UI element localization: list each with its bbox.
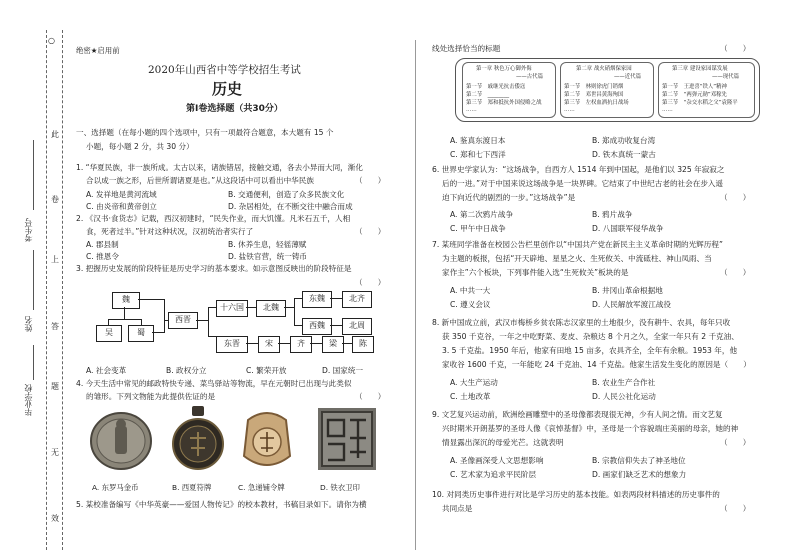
node-eastern-wei: 东魏 bbox=[302, 291, 332, 308]
q3-stem-1: 3. 把握历史发展的阶段特征是历史学习的基本要求。如示意图反映出的阶段特征是 bbox=[76, 264, 352, 273]
q3-answer-paren: （ ） bbox=[355, 278, 386, 287]
node-wei: 魏 bbox=[112, 292, 140, 309]
q9-option-c[interactable]: C. 艺术家为追求平民阶层 bbox=[450, 470, 537, 479]
q3-option-b[interactable]: B. 政权分立 bbox=[166, 366, 207, 375]
q4-option-a[interactable]: A. 东罗马金币 bbox=[92, 483, 139, 492]
q1-stem-2: 合以成一族之形，后世所谓诸夏是也。”从这段话中可以看出中华民族 bbox=[86, 176, 314, 185]
q10-stem-2: 共同点是 bbox=[442, 504, 473, 513]
node-western-wei: 西魏 bbox=[302, 318, 332, 335]
q7-stem-3: 家作主”六个板块，下列事件能入选“生死攸关”板块的是 bbox=[442, 268, 629, 277]
q4-option-d[interactable]: D. 铁衣卫印 bbox=[320, 483, 360, 492]
subject-title: 历史 bbox=[212, 80, 243, 98]
chapter-2-sub: ——近代篇 bbox=[614, 74, 641, 80]
q6-option-d[interactable]: D. 八国联军侵华战争 bbox=[592, 224, 664, 233]
q7-stem-1: 7. 某班同学准备在校园公告栏里创作以“中国共产党在新民主主义革命时期的光辉历程” bbox=[432, 240, 723, 249]
school-line bbox=[33, 345, 34, 380]
q9-option-a[interactable]: A. 圣像画深受人文思想影响 bbox=[450, 456, 544, 465]
q10-answer-paren: （ ） bbox=[720, 504, 751, 513]
q6-stem-1: 6. 世界史学家认为：“这场战争，自西方人 1514 年到中国起，是他们以 325 年寂寂之 bbox=[432, 165, 725, 174]
chapter-3-section-1: 第一节 王进喜“铁人”精神 bbox=[662, 84, 727, 90]
name-line bbox=[33, 250, 34, 310]
q5-option-a[interactable]: A. 鉴真东渡日本 bbox=[450, 136, 506, 145]
q4-option-c[interactable]: C. 急递铺令牌 bbox=[238, 483, 285, 492]
q9-stem-2: 兴时期米开朗基罗的圣母人像《哀悼基督》中，圣母是一个容貌端庄美丽的母亲，她的神 bbox=[442, 424, 739, 433]
q3-option-a[interactable]: A. 社会变革 bbox=[86, 366, 127, 375]
chapter-3-section-3: 第三节 “杂交水稻之父”袁隆平 bbox=[662, 100, 738, 106]
q10-stem-1: 10. 对同类历史事件进行对比是学习历史的基本技能。如表两段材料描述的历史事件的 bbox=[432, 490, 720, 499]
q4-stem-1: 4. 今天生活中常见的邮政特快专递、菜鸟驿站等物流，早在元朝时已出现与此类似 bbox=[76, 379, 352, 388]
q1-stem-1: 1. “华夏民族，非一族所成。太古以来，诸族错居，接触交通，各去小异而大同，渐化 bbox=[76, 163, 363, 172]
q6-answer-paren: （ ） bbox=[720, 193, 751, 202]
instructions-line-1: 一、选择题（在每小题的四个选项中，只有一项最符合题意，本大题有 15 个 bbox=[76, 128, 334, 137]
q3-option-c[interactable]: C. 繁荣开放 bbox=[246, 366, 287, 375]
q8-option-a[interactable]: A. 大生产运动 bbox=[450, 378, 498, 387]
q8-stem-4: 家收谷 1600 千克，一年能吃 24 千克油、14 千克盐。他家生活发生变化的原因是（ ） bbox=[442, 360, 751, 369]
q6-option-b[interactable]: B. 鸦片战争 bbox=[592, 210, 633, 219]
chapter-1-sub: ——古代篇 bbox=[516, 74, 543, 80]
q8-option-d[interactable]: D. 人民公社化运动 bbox=[592, 392, 656, 401]
margin-char: 题 bbox=[51, 382, 59, 391]
margin-line-2 bbox=[62, 30, 63, 550]
column-divider bbox=[415, 40, 416, 550]
q2-option-a[interactable]: A. 郡县制 bbox=[86, 240, 119, 249]
q2-option-b[interactable]: B. 休养生息，轻徭薄赋 bbox=[228, 240, 307, 249]
chapter-2-title: 第二章 战火硝烟保家园 bbox=[576, 66, 632, 72]
margin-char: 上 bbox=[51, 255, 59, 264]
q7-option-d[interactable]: D. 人民解放军渡江战役 bbox=[592, 300, 672, 309]
q4-stem-2: 的雏形。下列文物能为此提供佐证的是 bbox=[86, 392, 216, 401]
q5-option-d[interactable]: D. 铁木真统一蒙古 bbox=[592, 150, 656, 159]
exam-number-label: 考生号 bbox=[24, 218, 33, 242]
exam-number-line bbox=[33, 140, 34, 210]
q2-answer-paren: （ ） bbox=[355, 227, 386, 236]
q9-stem-1: 9. 文艺复兴运动前，欧洲绘画雕塑中的圣母像都表现很无神，少有人间之情。而文艺复 bbox=[432, 410, 723, 419]
q1-option-a[interactable]: A. 发祥地是黄河流域 bbox=[86, 190, 157, 199]
chapter-1-ellipsis: …… bbox=[466, 107, 477, 113]
q5-stem-1: 5. 某校准备编写《中华英豪——爱国人物传记》的校本教材，书稿目录如下。请你为横 bbox=[76, 500, 367, 509]
q7-option-b[interactable]: B. 井冈山革命根据地 bbox=[592, 286, 663, 295]
chapter-2-ellipsis: …… bbox=[564, 107, 575, 113]
q7-option-a[interactable]: A. 中共一大 bbox=[450, 286, 491, 295]
q2-stem-2: 食，死者过半。”针对这种状况，汉初统治者实行了 bbox=[86, 227, 254, 236]
node-wu: 吴 bbox=[96, 325, 122, 342]
q2-option-d[interactable]: D. 盐铁官营，统一铸币 bbox=[228, 252, 308, 261]
embroidered-guard-seal-image[interactable] bbox=[316, 406, 378, 476]
q8-option-b[interactable]: B. 农业生产合作社 bbox=[592, 378, 656, 387]
q8-stem-1: 8. 新中国成立前，武汉市梅桥乡贫农陈志汉家里的土地很少，没有耕牛、农具，每年只收 bbox=[432, 318, 731, 327]
q3-option-d[interactable]: D. 国家统一 bbox=[322, 366, 364, 375]
node-xijin: 西晋 bbox=[168, 312, 198, 329]
margin-char: 效 bbox=[51, 514, 59, 523]
chapter-2-section-1: 第一节 林则徐虎门销烟 bbox=[564, 84, 624, 90]
node-liang: 梁 bbox=[322, 336, 344, 353]
q6-stem-3: 迫下向近代的剧烈的一步。”这场战争”是 bbox=[442, 193, 576, 202]
q1-answer-paren: （ ） bbox=[355, 176, 386, 185]
secret-label: 绝密★启用前 bbox=[76, 46, 120, 55]
chapter-3-section-2: 第二节 “两弹元勋”邓稼先 bbox=[662, 92, 727, 98]
q7-stem-2: 为主题的板报，包括“开天辟地、星星之火、生死攸关、中流砥柱、神山凤雨、当 bbox=[442, 254, 712, 263]
node-northern-wei: 北魏 bbox=[256, 300, 286, 317]
q4-option-b[interactable]: B. 西夏符牌 bbox=[172, 483, 212, 492]
xixia-token-image[interactable] bbox=[170, 404, 226, 478]
chapter-3-sub: ——现代篇 bbox=[712, 74, 739, 80]
q5-option-b[interactable]: B. 郑成功收复台湾 bbox=[592, 136, 656, 145]
margin-char: 此 bbox=[51, 130, 59, 139]
chapter-1-section-3: 第三节 郑和抵抗外国侵略之战 bbox=[466, 100, 542, 106]
name-label: 姓名 bbox=[24, 316, 33, 332]
q4-answer-paren: （ ） bbox=[355, 392, 386, 401]
node-chen: 陈 bbox=[352, 336, 374, 353]
chapter-3-title: 第三章 建设家园谋发展 bbox=[672, 66, 728, 72]
chapter-1-section-2: 第二节 ________ bbox=[466, 92, 510, 98]
margin-char: 无 bbox=[51, 448, 59, 457]
q1-option-c[interactable]: C. 由炎帝和黄帝创立 bbox=[86, 202, 157, 211]
school-label: 毕业学校 bbox=[24, 384, 33, 416]
q6-option-a[interactable]: A. 第二次鸦片战争 bbox=[450, 210, 514, 219]
q8-stem-2: 获 350 千克谷，一年之中吃野菜、麦皮、杂粮达 8 个月之久，全家一年只有 2 千克油、 bbox=[442, 332, 739, 341]
q9-answer-paren: （ ） bbox=[720, 438, 751, 447]
node-shu: 蜀 bbox=[128, 325, 154, 342]
exam-title: 2020年山西省中等学校招生考试 bbox=[148, 64, 301, 76]
q9-stem-3: 情显露出深沉的母爱光芒。这就表明 bbox=[442, 438, 564, 447]
q9-option-b[interactable]: B. 宗教信仰失去了神圣地位 bbox=[592, 456, 686, 465]
chapter-1-section-1: 第一节 戚继光抗击倭寇 bbox=[466, 84, 526, 90]
margin-char: 卷 bbox=[51, 195, 59, 204]
q2-option-c[interactable]: C. 推恩令 bbox=[86, 252, 119, 261]
chapter-2-section-2: 第二节 邓世昌黄海殉国 bbox=[564, 92, 624, 98]
node-northern-zhou: 北周 bbox=[342, 318, 372, 335]
node-eastern-jin: 东晋 bbox=[216, 336, 248, 353]
q8-option-c[interactable]: C. 土地改革 bbox=[450, 392, 491, 401]
chapter-3-ellipsis: …… bbox=[662, 107, 673, 113]
chapter-1-title: 第一章 秋色万心御外侮 bbox=[476, 66, 532, 72]
margin-char: ○ bbox=[48, 36, 55, 45]
section-title: 第Ⅰ卷选择题（共30分） bbox=[186, 104, 283, 114]
q2-stem-1: 2. 《汉书·食货志》记载，西汉初建时，“民失作业，而大饥馑。凡米石五千，人相 bbox=[76, 214, 351, 223]
chapter-2-section-3: 第三节 左权血洒抗日战场 bbox=[564, 100, 629, 106]
q6-stem-2: 后的一进。”对于中国来说这场战争是一块界碑。它结束了中世纪古老的社会在步入遥 bbox=[442, 179, 724, 188]
q5-option-c[interactable]: C. 郑和七下西洋 bbox=[450, 150, 506, 159]
q1-option-d[interactable]: D. 杂居相处，在不断交往中融合而成 bbox=[228, 202, 353, 211]
q7-option-c[interactable]: C. 遵义会议 bbox=[450, 300, 491, 309]
q8-stem-3: 3. 5 千克盐。1950 年后，他家有田地 15 亩多，农具齐全，全年有余粮。1953 年，他 bbox=[442, 346, 738, 355]
node-northern-qi: 北齐 bbox=[342, 291, 372, 308]
node-song: 宋 bbox=[258, 336, 280, 353]
margin-line-1 bbox=[46, 30, 47, 550]
node-sixteen-kingdoms: 十六国 bbox=[216, 300, 248, 317]
q5-answer-paren: （ ） bbox=[720, 44, 751, 53]
q5-stem-2: 线处选择恰当的标题 bbox=[432, 44, 501, 53]
urgent-dispatch-token-image[interactable] bbox=[238, 406, 296, 478]
node-qi: 齐 bbox=[290, 336, 312, 353]
q6-option-c[interactable]: C. 甲午中日战争 bbox=[450, 224, 506, 233]
byzantine-gold-coin-image[interactable] bbox=[86, 410, 156, 476]
instructions-line-2: 小题，每小题 2 分，共 30 分） bbox=[86, 142, 194, 151]
margin-char: 答 bbox=[51, 322, 59, 331]
q9-option-d[interactable]: D. 画家们缺乏艺术的想象力 bbox=[592, 470, 687, 479]
q1-option-b[interactable]: B. 交通便利，创造了众多民族文化 bbox=[228, 190, 345, 199]
q7-answer-paren: （ ） bbox=[720, 268, 751, 277]
